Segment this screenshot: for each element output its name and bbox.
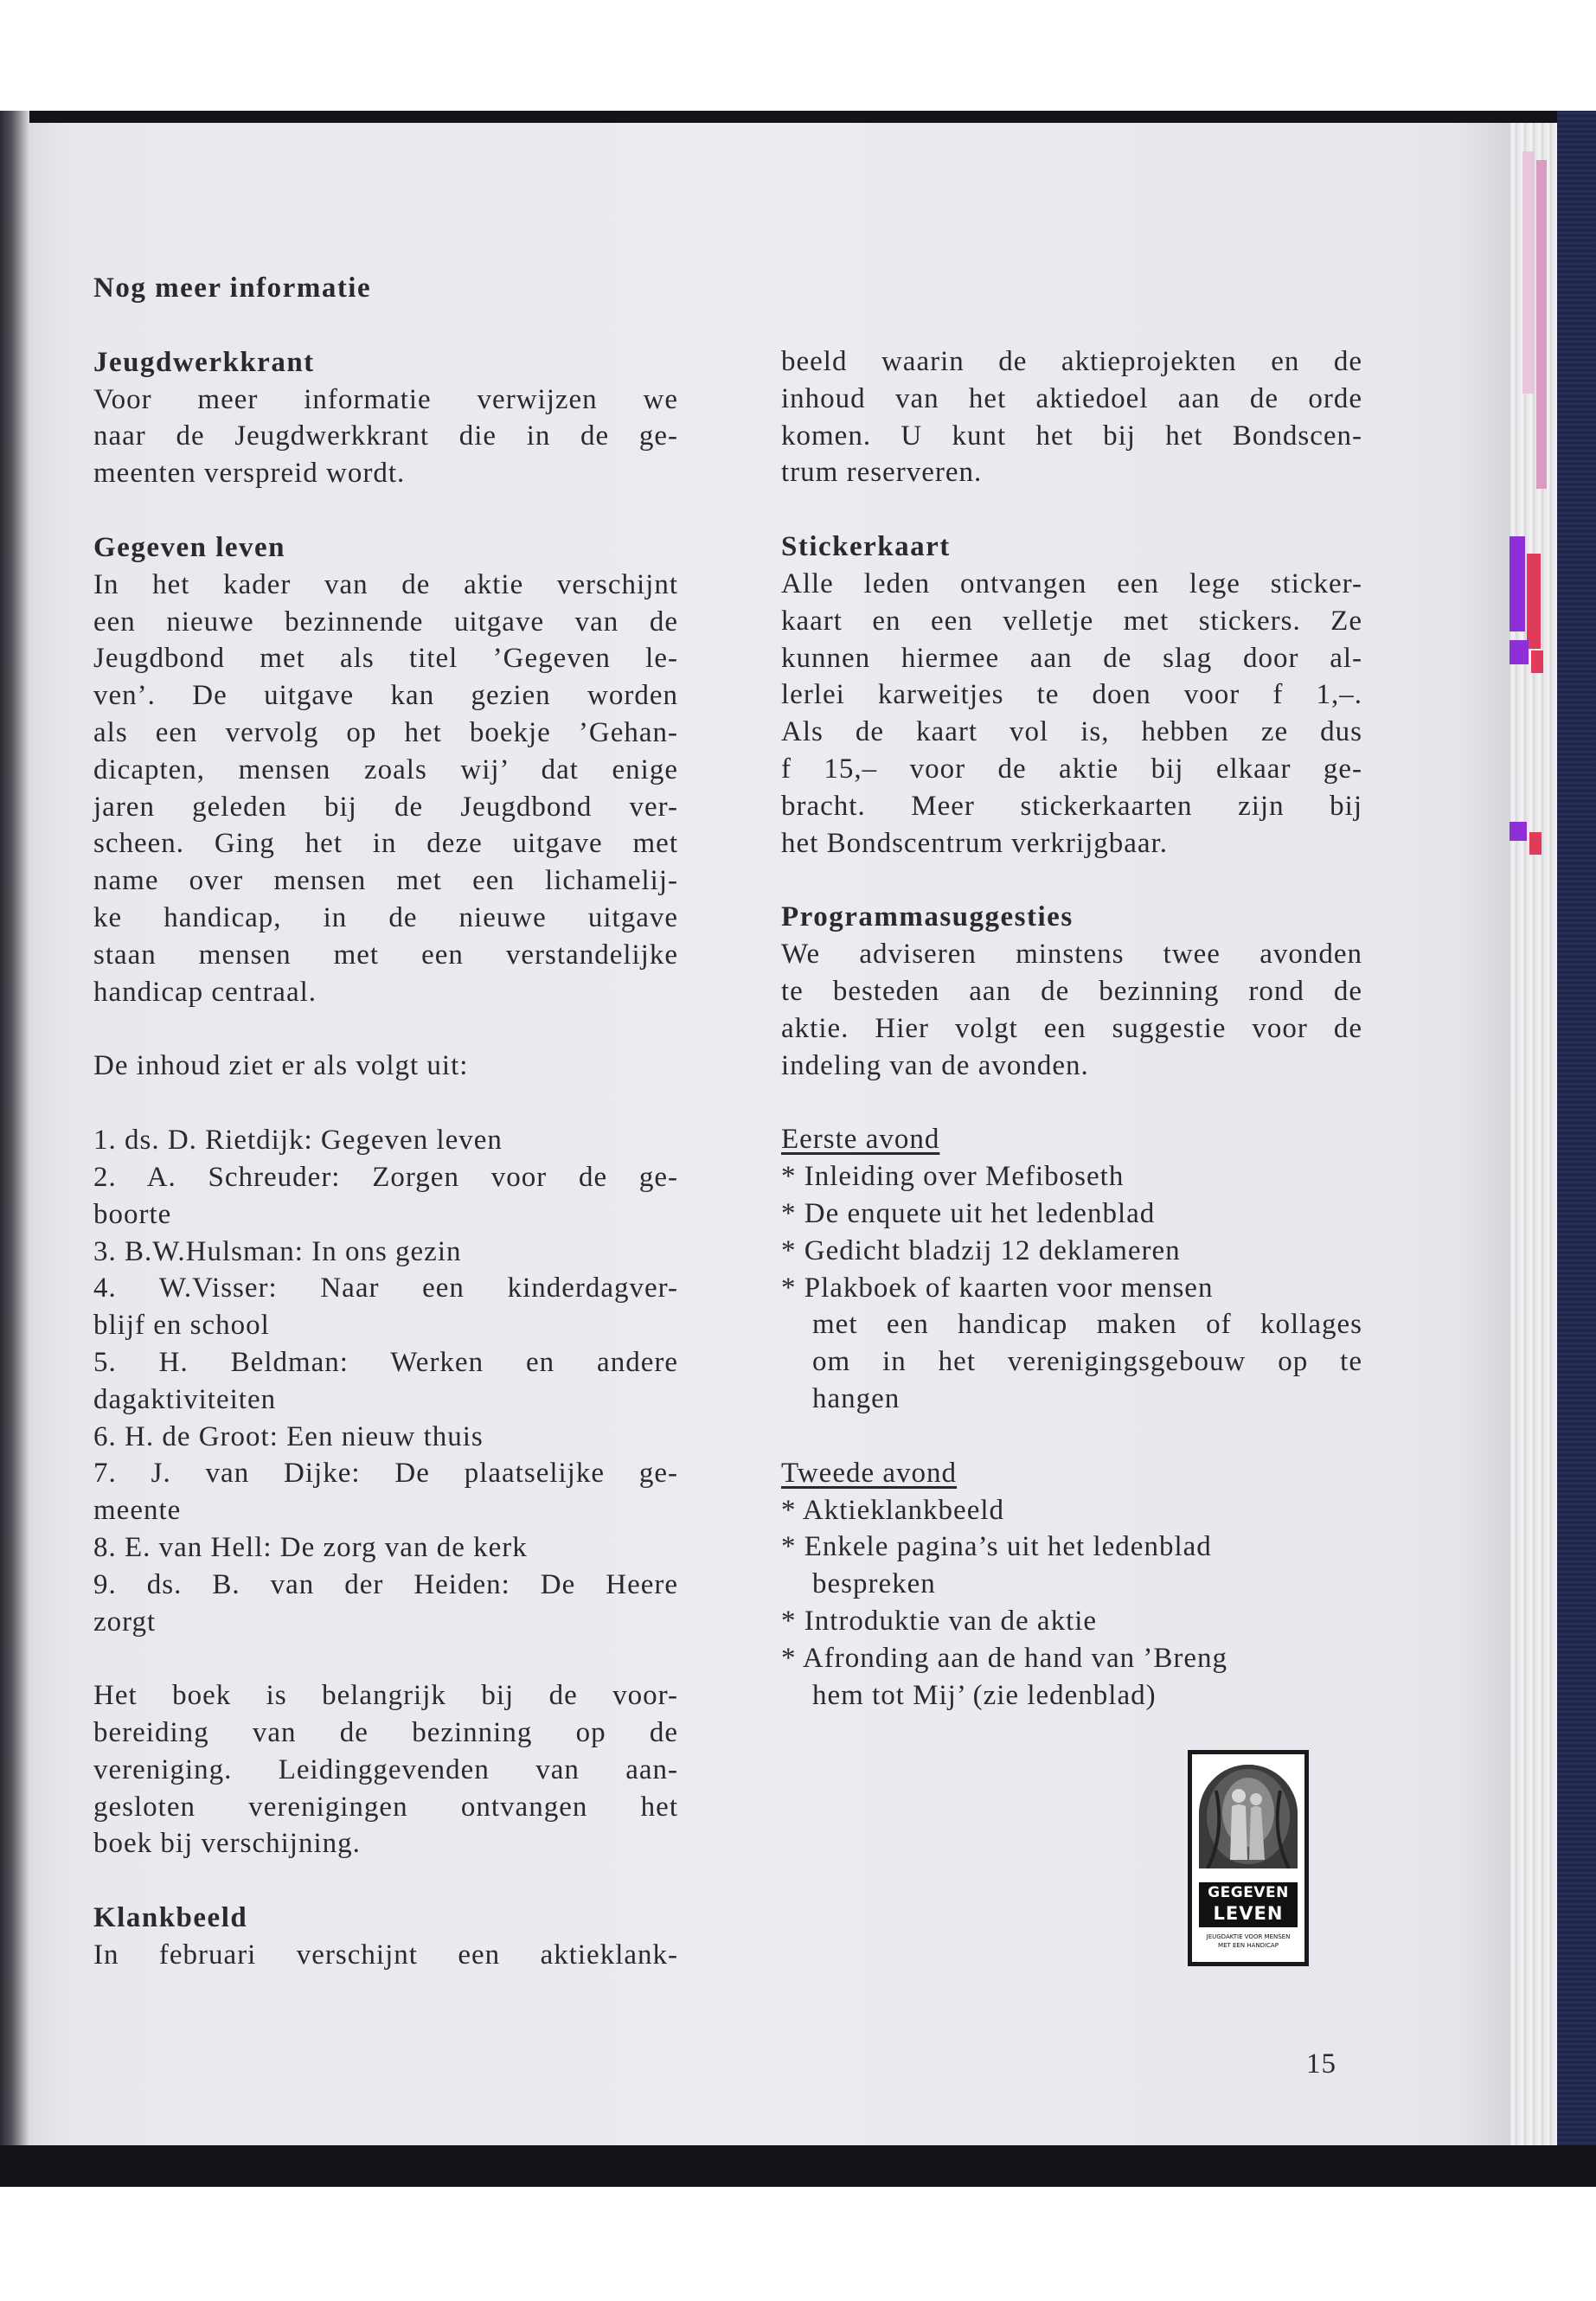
text-line: vereniging. Leidinggevenden van aan-: [93, 1753, 678, 1785]
contents-item: 8. E. van Hell: De zorg van de kerk: [93, 1531, 528, 1563]
book-cover-subtitle: [1199, 1932, 1298, 1950]
text-line: name over mensen met een lichamelij-: [93, 865, 678, 897]
index-tab: [1527, 554, 1541, 649]
book-edge-bottom: [0, 2145, 1596, 2187]
heading-klankbeeld: Klankbeeld: [93, 1902, 248, 1934]
text-line: Het boek is belangrijk bij de voor-: [93, 1680, 678, 1712]
text-line: kunnen hiermee aan de slag door al-: [781, 642, 1362, 674]
text-line: meenten verspreid wordt.: [93, 458, 406, 490]
right-column: [781, 343, 1362, 1714]
index-tab: [1509, 536, 1525, 631]
contents-item: 7. J. van Dijke: De plaatselijke ge-: [93, 1458, 678, 1490]
text-line: beeld waarin de aktieprojekten en de: [781, 346, 1362, 377]
text-line: te besteden aan de bezinning rond de: [781, 975, 1362, 1007]
book-title-line-1: GEGEVEN: [1208, 1884, 1289, 1901]
index-tab: [1529, 832, 1542, 855]
text-line: komen. U kunt het bij het Bondscen-: [781, 420, 1362, 452]
list-item: * De enquete uit het ledenblad: [781, 1197, 1156, 1229]
book-gutter: [0, 111, 29, 2187]
text-line: naar de Jeugdwerkkrant die in de ge-: [93, 420, 678, 452]
heading-tweede-avond: Tweede avond: [781, 1457, 958, 1489]
contents-item: 1. ds. D. Rietdijk: Gegeven leven: [93, 1125, 503, 1157]
text-line: handicap centraal.: [93, 976, 317, 1008]
list-item: * Afronding aan de hand van ’Breng: [781, 1642, 1228, 1674]
text-line: jaren geleden bij de Jeugdbond ver-: [93, 791, 678, 823]
text-line: trum reserveren.: [781, 457, 983, 489]
list-item-continued: met een handicap maken of kollages: [812, 1309, 1362, 1341]
contents-item: 3. B.W.Hulsman: In ons gezin: [93, 1235, 462, 1267]
contents-item: boorte: [93, 1198, 172, 1230]
text-line: boek bij verschijning.: [93, 1828, 361, 1860]
text-line: ven’. De uitgave kan gezien worden: [93, 680, 678, 712]
text-line: ke handicap, in de nieuwe uitgave: [93, 901, 678, 933]
heading-stickerkaart: Stickerkaart: [781, 531, 951, 563]
book-edge-top: [0, 111, 1596, 123]
text-line: Als de kaart vol is, hebben ze dus: [781, 716, 1362, 748]
heading-eerste-avond: Eerste avond: [781, 1124, 940, 1156]
text-line: Voor meer informatie verwijzen we: [93, 383, 678, 415]
text-line: We adviseren minstens twee avonden: [781, 939, 1362, 971]
text-line: f 15,– voor de aktie bij elkaar ge-: [781, 753, 1362, 785]
contents-item: blijf en school: [93, 1310, 270, 1342]
contents-item: zorgt: [93, 1606, 157, 1638]
text-line: het Bondscentrum verkrijgbaar.: [781, 827, 1168, 859]
page-number: 15: [1306, 2048, 1336, 2080]
list-item-continued: bespreken: [812, 1568, 936, 1600]
text-line: lerlei karweitjes te doen voor f 1,–.: [781, 679, 1362, 711]
list-item: * Enkele pagina’s uit het ledenblad: [781, 1531, 1212, 1563]
text-line: staan mensen met een verstandelijke: [93, 939, 678, 971]
book-title-line-2: LEVEN: [1213, 1903, 1284, 1924]
text-line: Alle leden ontvangen een lege sticker-: [781, 567, 1362, 599]
contents-item: dagaktiviteiten: [93, 1383, 277, 1415]
contents-item: 6. H. de Groot: Een nieuw thuis: [93, 1420, 484, 1452]
index-tab: [1509, 640, 1529, 664]
text-line: dicapten, mensen zoals wij’ dat enige: [93, 753, 678, 785]
list-item-continued: om in het verenigingsgebouw op te: [812, 1346, 1362, 1378]
text-line: In het kader van de aktie verschijnt: [93, 568, 678, 600]
text-line: gesloten verenigingen ontvangen het: [93, 1791, 678, 1823]
index-tab: [1536, 160, 1547, 489]
list-item: * Gedicht bladzij 12 deklameren: [781, 1234, 1181, 1266]
text-line: aktie. Hier volgt een suggestie voor de: [781, 1012, 1362, 1044]
heading-jeugdwerkkrant: Jeugdwerkkrant: [93, 346, 315, 378]
list-item: * Inleiding over Mefiboseth: [781, 1161, 1125, 1193]
text-line: als een vervolg op het boekje ’Gehan-: [93, 716, 678, 748]
left-column: [93, 270, 678, 1974]
text-line: bereiding van de bezinning op de: [93, 1717, 678, 1749]
contents-item: meente: [93, 1495, 182, 1527]
list-item-continued: hem tot Mij’ (zie ledenblad): [812, 1679, 1157, 1711]
text-line: een nieuwe bezinnende uitgave van de: [93, 606, 678, 638]
text-line: Jeugdbond met als titel ’Gegeven le-: [93, 643, 678, 675]
index-tab: [1531, 651, 1543, 673]
book-cover-illustration: [1199, 1765, 1298, 1868]
index-tab: [1509, 822, 1527, 841]
list-item: * Plakboek of kaarten voor mensen: [781, 1272, 1214, 1304]
section-title: Nog meer informatie: [93, 272, 372, 304]
book-cover-title: [1199, 1882, 1298, 1927]
book-cover-edge: [1557, 111, 1596, 2187]
list-item: * Aktieklankbeeld: [781, 1494, 1005, 1526]
contents-item: 5. H. Beldman: Werken en andere: [93, 1346, 678, 1378]
text-line: bracht. Meer stickerkaarten zijn bij: [781, 790, 1362, 822]
text-line: In februari verschijnt een aktieklank-: [93, 1939, 678, 1971]
book-cover-image: [1188, 1750, 1309, 1966]
book-subtitle-line-1: JEUGDAKTIE VOOR MENSEN: [1206, 1933, 1291, 1940]
text-line: indeling van de avonden.: [781, 1049, 1089, 1081]
list-item-continued: hangen: [812, 1382, 901, 1414]
book-subtitle-line-2: MET EEN HANDICAP: [1218, 1942, 1279, 1949]
text-line: scheen. Ging het in deze uitgave met: [93, 828, 678, 860]
contents-intro: De inhoud ziet er als volgt uit:: [93, 1050, 469, 1082]
book-cover-figures: [1199, 1765, 1298, 1868]
contents-item: 9. ds. B. van der Heiden: De Heere: [93, 1568, 678, 1600]
heading-gegeven-leven: Gegeven leven: [93, 531, 286, 563]
heading-programmasuggesties: Programmasuggesties: [781, 901, 1074, 933]
text-line: inhoud van het aktiedoel aan de orde: [781, 382, 1362, 414]
index-tab: [1522, 151, 1535, 394]
text-line: kaart en een velletje met stickers. Ze: [781, 605, 1362, 637]
list-item: * Introduktie van de aktie: [781, 1605, 1098, 1637]
contents-item: 2. A. Schreuder: Zorgen voor de ge-: [93, 1161, 678, 1193]
page-edges: [1510, 123, 1557, 2145]
contents-item: 4. W.Visser: Naar een kinderdagver-: [93, 1272, 678, 1304]
